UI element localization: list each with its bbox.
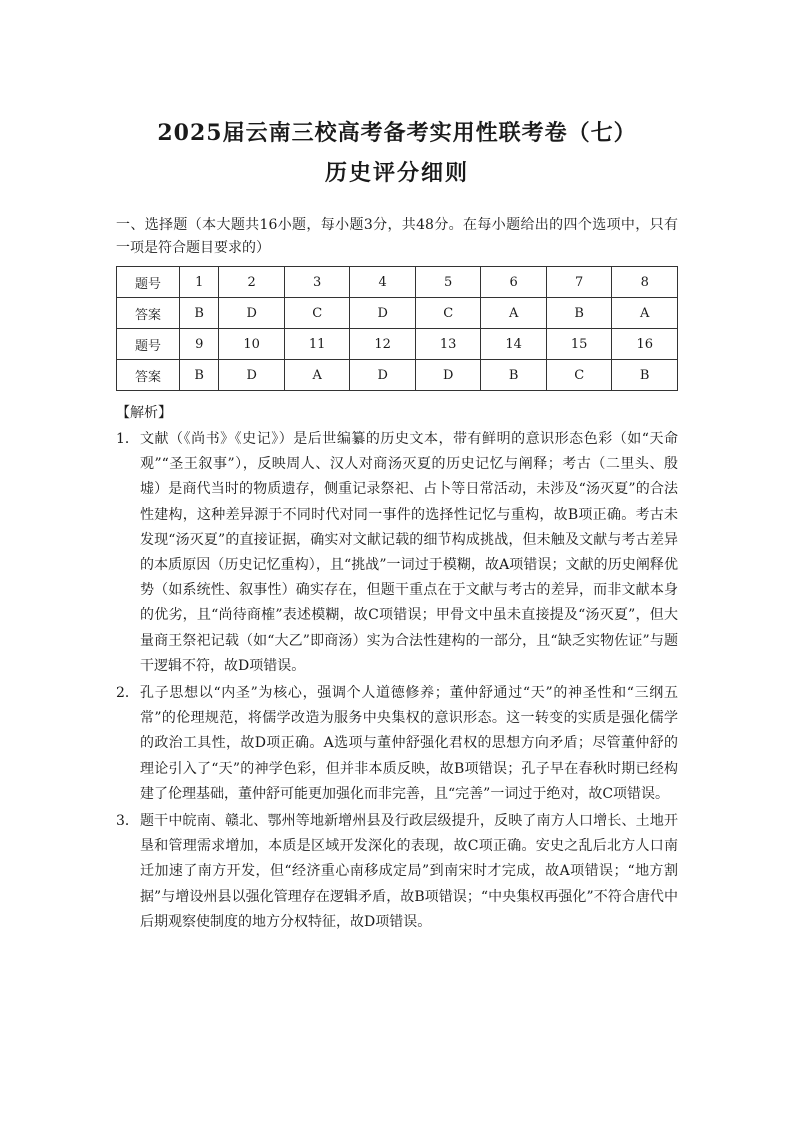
table-row-header: 题号	[117, 267, 180, 298]
table-row-header: 答案	[117, 360, 180, 391]
table-cell: D	[219, 298, 285, 329]
exam-title: 2025届云南三校高考备考实用性联考卷（七）	[157, 120, 637, 146]
table-cell: B	[481, 360, 547, 391]
table-cell: C	[546, 360, 612, 391]
table-row	[117, 267, 678, 298]
table-cell: B	[180, 298, 219, 329]
table-cell: 14	[481, 329, 547, 360]
explanation-number: 2．	[116, 685, 139, 702]
table-cell: 15	[546, 329, 612, 360]
table-row	[117, 298, 678, 329]
table-cell: B	[546, 298, 612, 329]
table-cell: 13	[415, 329, 481, 360]
table-cell: 11	[284, 329, 350, 360]
explanation-item	[116, 427, 678, 679]
table-cell: 1	[180, 267, 219, 298]
table-cell: 9	[180, 329, 219, 360]
table-cell: 3	[284, 267, 350, 298]
table-cell: 16	[612, 329, 678, 360]
document-subtitle: 历史评分细则	[324, 160, 469, 186]
explanation-item	[116, 681, 678, 807]
table-cell: C	[415, 298, 481, 329]
table-cell: C	[284, 298, 350, 329]
table-row-header: 题号	[117, 329, 180, 360]
explanation-item	[116, 809, 678, 935]
table-row	[117, 329, 678, 360]
table-cell: A	[481, 298, 547, 329]
table-cell: 10	[219, 329, 285, 360]
table-cell: D	[350, 298, 416, 329]
table-cell: 2	[219, 267, 285, 298]
section-heading-choice: 一、选择题（本大题共16小题，每小题3分，共48分。在每小题给出的四个选项中，只有一项是符合题目要求的）	[116, 217, 678, 256]
table-cell: 5	[415, 267, 481, 298]
explanation-text: 题干中皖南、赣北、鄂州等地新增州县及行政层级提升，反映了南方人口增长、土地开垦和管理需求增加，本质是区域开发深化的表现，故C项正确。安史之乱后北方人口南迁加速了南方开发，但“经济重心南移成定局”到南宋时才完成，故A项错误；“地方割据”与增设州县以强化管理存在逻辑矛盾，故B项错误；“中央集权再强化”不符合唐代中后期观察使制度的地方分权特征，故D项错误。	[140, 813, 678, 930]
table-cell: A	[612, 298, 678, 329]
table-cell: 4	[350, 267, 416, 298]
explanation-text: 孔子思想以“内圣”为核心，强调个人道德修养；董仲舒通过“天”的神圣性和“三纲五常”的伦理规范，将儒学改造为服务中央集权的意识形态。这一转变的实质是强化儒学的政治工具性，故D项正确。A选项与董仲舒强化君权的思想方向矛盾；尽管董仲舒的理论引入了“天”的神学色彩，但并非本质反映，故B项错误；孔子早在春秋时期已经构建了伦理基础，董仲舒可能更加强化而非完善，且“完善”一词过于绝对，故C项错误。	[140, 685, 678, 802]
table-cell: B	[180, 360, 219, 391]
explanation-text: 文献（《尚书》《史记》）是后世编纂的历史文本，带有鲜明的意识形态色彩（如“天命观”“圣王叙事”），反映周人、汉人对商汤灭夏的历史记忆与阐释；考古（二里头、殷墟）是商代当时的物质遗存，侧重记录祭祀、占卜等日常活动，未涉及“汤灭夏”的合法性建构，这种差异源于不同时代对同一事件的选择性记忆与重构，故B项正确。考古未发现“汤灭夏”的直接证据，确实对文献记载的细节构成挑战，但未触及文献与考古差异的本质原因（历史记忆重构），且“挑战”一词过于模糊，故A项错误；文献的历史阐释优势（如系统性、叙事性）确实存在，但题干重点在于文献与考古的差异，而非文献本身的优劣，且“尚待商榷”表述模糊，故C项错误；甲骨文中虽未直接提及“汤灭夏”，但大量商王祭祀记载（如“大乙”即商汤）实为合法性建构的一部分，且“缺乏实物佐证”与题干逻辑不符，故D项错误。	[140, 431, 678, 674]
explanation-list	[116, 427, 678, 935]
table-cell: D	[219, 360, 285, 391]
explanation-number: 1．	[116, 431, 139, 447]
explanation-number: 3．	[116, 813, 139, 830]
answer-table	[116, 266, 678, 391]
table-cell: 12	[350, 329, 416, 360]
table-cell: 6	[481, 267, 547, 298]
table-cell: 7	[546, 267, 612, 298]
table-cell: 8	[612, 267, 678, 298]
table-cell: D	[415, 360, 481, 391]
table-cell: A	[284, 360, 350, 391]
table-row	[117, 360, 678, 391]
table-cell: B	[612, 360, 678, 391]
table-row-header: 答案	[117, 298, 180, 329]
analysis-heading: 【解析】	[116, 405, 172, 421]
table-cell: D	[350, 360, 416, 391]
